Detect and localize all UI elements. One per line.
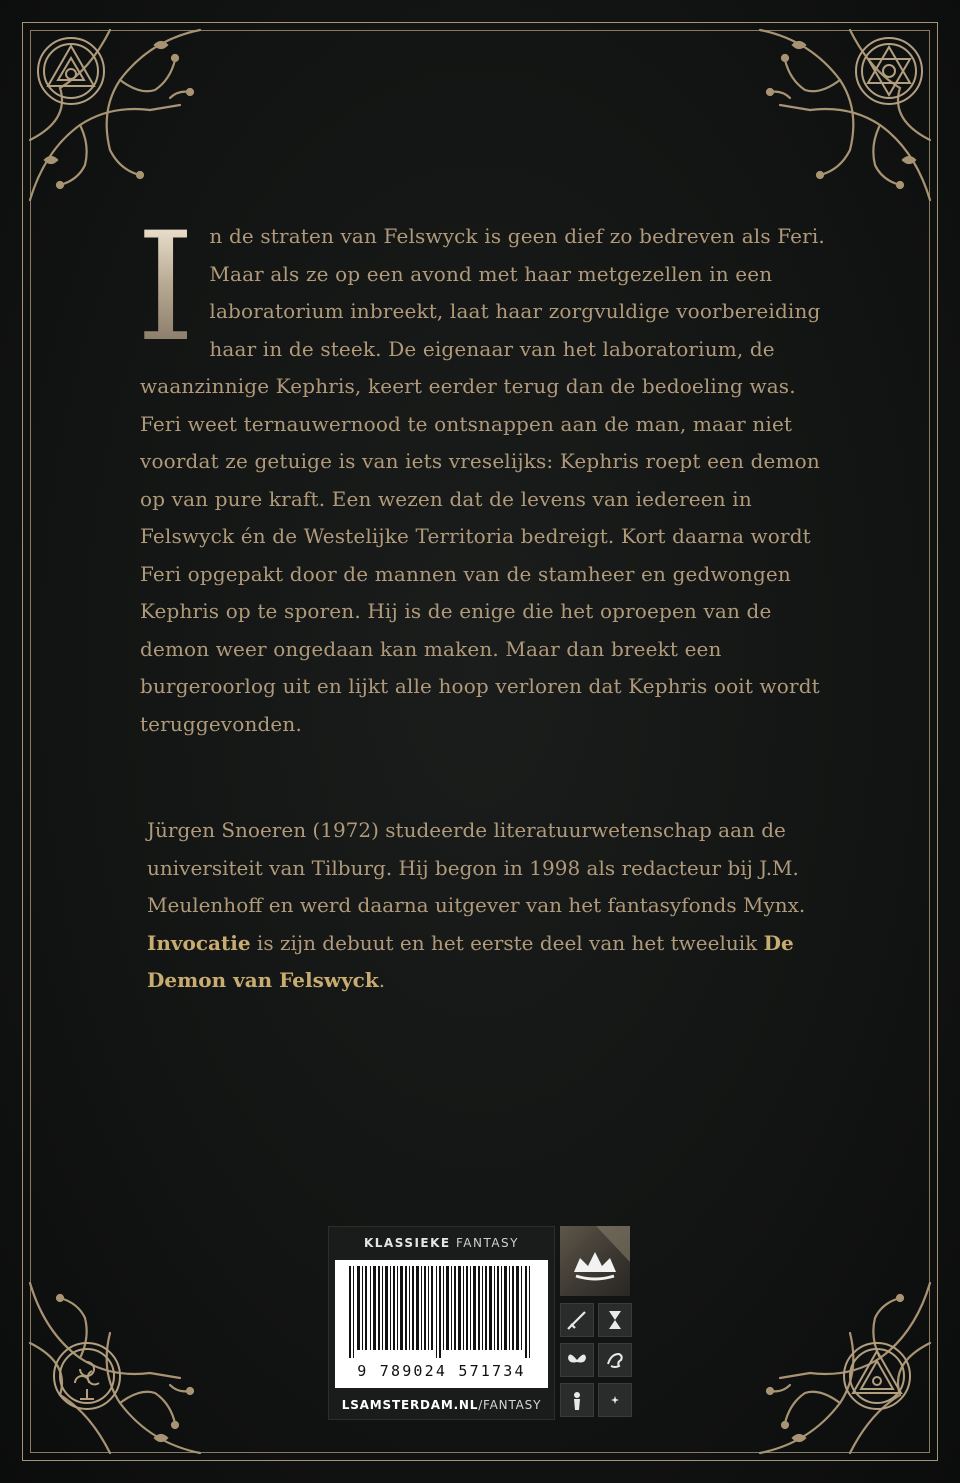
author-bio	[147, 812, 857, 1000]
series-label	[329, 1227, 554, 1259]
star-icon	[598, 1383, 632, 1417]
website-label-domain: LSAMSTERDAM.NL	[341, 1398, 479, 1412]
hourglass-icon	[598, 1303, 632, 1337]
isbn-number: 9 789024 571734	[357, 1362, 526, 1380]
blurb-paragraph-1: n de straten van Felswyck is geen dief zo bedreven als Feri. Maar als ze op een avond met haar metgezellen in een laboratorium inbreekt, laat haar zorgvuldige voorbereiding haar in de steek. De eigenaar van het laboratorium, de waanzinnige Kephris, keert eerder terug dan de bedoeling was.	[140, 224, 825, 398]
barcode-panel	[328, 1226, 555, 1420]
hexagram-sigil-icon	[852, 34, 926, 108]
series-label-bold: KLASSIEKE	[363, 1236, 451, 1250]
dragon-icon	[598, 1343, 632, 1377]
bio-text-middle: is zijn debuut en het eerste deel van het tweeluik	[250, 930, 764, 955]
knight-icon	[560, 1383, 594, 1417]
website-label-path: /FANTASY	[478, 1398, 542, 1412]
bio-text-end: .	[378, 968, 386, 992]
book-title: Invocatie	[147, 930, 251, 955]
bio-text-start: Jürgen Snoeren (1972) studeerde literatuurwetenschap aan de universiteit van Tilburg. Hij begon in 1998 als redacteur bij J.M. Meulenhoff en werd daarna uitgever van het fantasyfonds Mynx.	[147, 818, 806, 917]
blurb-paragraph-2: Feri weet ternauwernood te ontsnappen aan de man, maar niet voordat ze getuige is van iets vreselijks: Kephris roept een demon op van pure kraft. Een wezen dat de levens van iedereen in Felswyck én de Westelijke Territoria bedreigt. Kort daarna wordt Feri opgepakt door de mannen van de stamheer en gedwongen Kephris op te sporen. Hij is de enige die het oproepen van de demon weer ongedaan kan maken. Maar dan breekt een burgeroorlog uit en lijkt alle hoop verloren dat Kephris ooit wordt teruggevonden.	[140, 411, 820, 736]
blurb-text	[136, 201, 840, 743]
barcode-bars	[335, 1260, 548, 1360]
series-label-normal: FANTASY	[455, 1236, 519, 1250]
sword-icon	[560, 1303, 594, 1337]
drop-cap: I	[136, 201, 196, 375]
author-bio-paragraph	[147, 812, 857, 1000]
triskele-sigil-icon	[50, 1339, 124, 1413]
website-label[interactable]	[329, 1392, 554, 1418]
triangle-circle-sigil-icon	[840, 1339, 914, 1413]
triangle-sigil-icon	[34, 34, 108, 108]
crown-logo-icon	[560, 1226, 630, 1296]
series-title: De Demon van Felswyck	[147, 930, 794, 992]
barcode	[335, 1260, 548, 1388]
publisher-logo	[560, 1226, 630, 1296]
butterfly-icon	[560, 1343, 594, 1377]
